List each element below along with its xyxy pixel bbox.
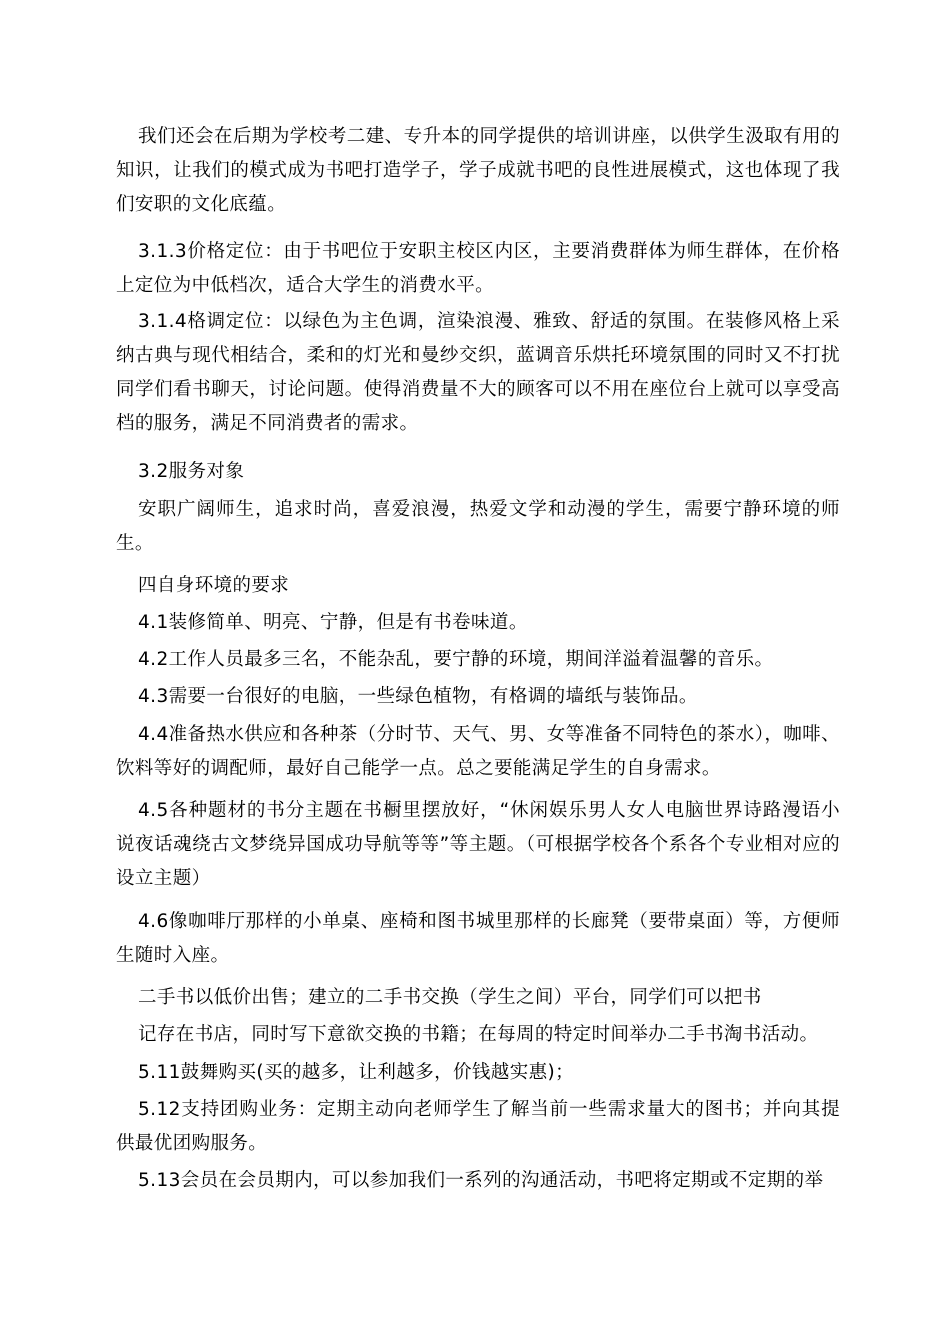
paragraph-3-2-body: 安职广阔师生，追求时尚，喜爱浪漫，热爱文学和动漫的学生，需要宁静环境的师生。 [116,499,840,554]
paragraph-4-3: 4.3需要一台很好的电脑，一些绿色植物，有格调的墙纸与装饰品。 [138,686,698,707]
heading-section-4: 四自身环境的要求 [138,575,290,596]
paragraph-4-1: 4.1装修简单、明亮、宁静，但是有书卷味道。 [138,612,528,633]
paragraph-4-2: 4.2工作人员最多三名，不能杂乱，要宁静的环境，期间洋溢着温馨的音乐。 [138,649,774,670]
heading-3-2: 3.2服务对象 [138,461,245,482]
paragraph-5-13: 5.13会员在会员期内，可以参加我们一系列的沟通活动，书吧将定期或不定期的举 [138,1170,824,1191]
paragraph-5-11: 5.11鼓舞购买(买的越多，让利越多，价钱越实惠)； [138,1062,575,1083]
paragraph-4-4: 4.4准备热水供应和各种茶（分时节、天气、男、女等准备不同特色的茶水），咖啡、饮料等好的调配师，最好自己能学一点。总之要能满足学生的自身需求。 [116,724,840,779]
paragraph-3-1-3: 3.1.3价格定位：由于书吧位于安职主校区内区，主要消费群体为师生群体，在价格上定位为中低档次，适合大学生的消费水平。 [116,241,840,296]
paragraph-5-12: 5.12支持团购业务：定期主动向老师学生了解当前一些需求量大的图书；并向其提供最优团购服务。 [116,1099,840,1154]
paragraph-intro: 我们还会在后期为学校考二建、专升本的同学提供的培训讲座，以供学生汲取有用的知识，让我们的模式成为书吧打造学子，学子成就书吧的良性进展模式，这也体现了我们安职的文化底蕴。 [116,126,840,215]
paragraph-second-hand-2: 记存在书店，同时写下意欲交换的书籍；在每周的特定时间举办二手书淘书活动。 [138,1024,819,1045]
paragraph-4-5: 4.5各种题材的书分主题在书橱里摆放好，“休闲娱乐男人女人电脑世界诗路漫语小说夜话魂绕古文梦绕异国成功导航等等”等主题。（可根据学校各个系各个专业相对应的设立主题） [116,800,840,889]
paragraph-4-6: 4.6像咖啡厅那样的小单桌、座椅和图书城里那样的长廊凳（要带桌面）等，方便师生随时入座。 [116,911,840,966]
paragraph-3-1-4: 3.1.4格调定位：以绿色为主色调，渲染浪漫、雅致、舒适的氛围。在装修风格上采纳古典与现代相结合，柔和的灯光和曼纱交织，蓝调音乐烘托环境氛围的同时又不打扰同学们看书聊天，讨论问题。使得消费量不大的顾客可以不用在座位台上就可以享受高档的服务，满足不同消费者的需求。 [116,311,840,434]
paragraph-second-hand-1: 二手书以低价出售；建立的二手书交换（学生之间）平台，同学们可以把书 [138,987,762,1008]
